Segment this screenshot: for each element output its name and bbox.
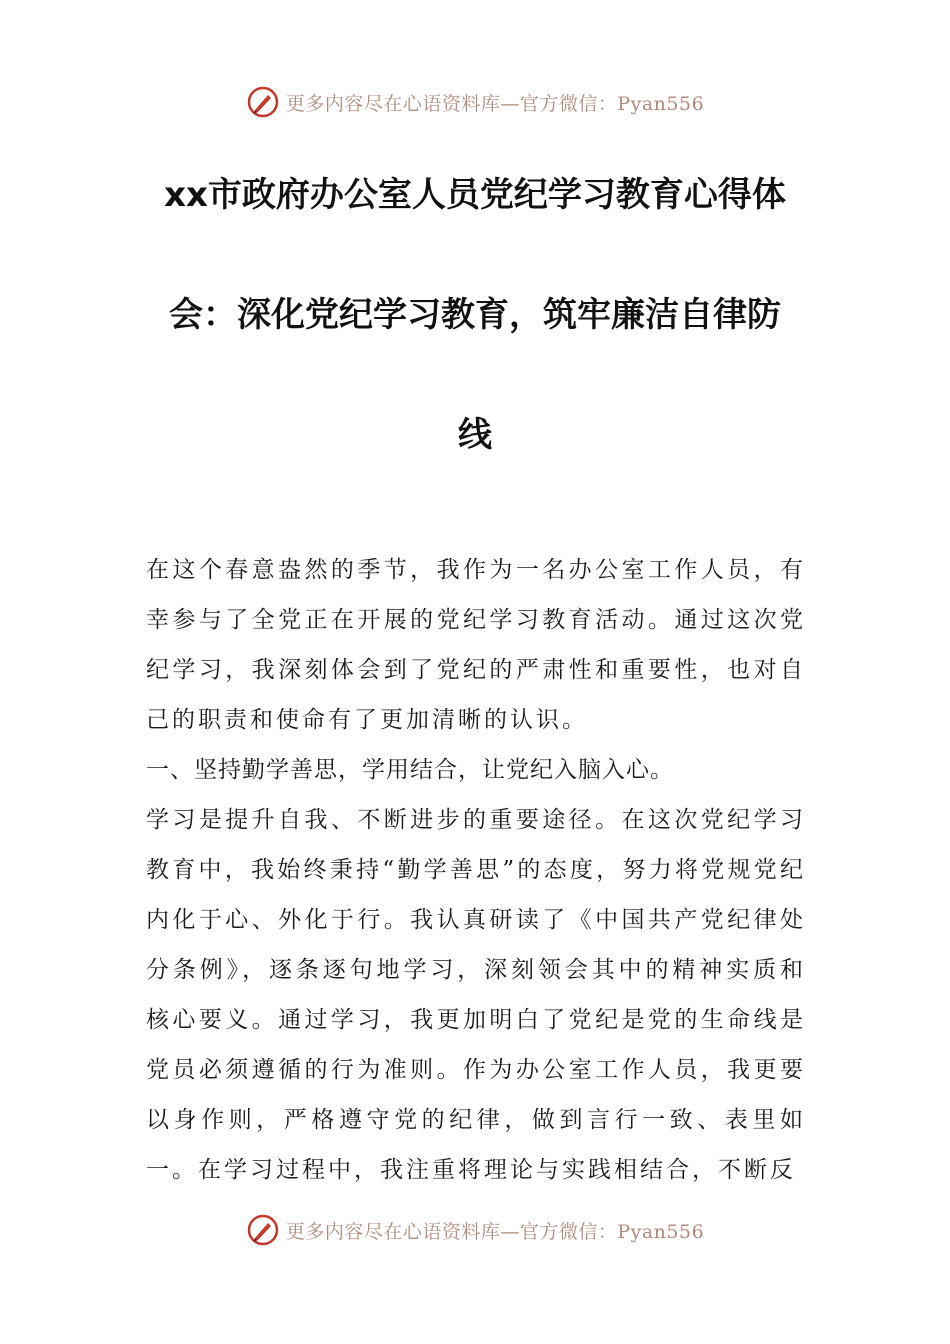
intro-paragraph: 在这个春意盎然的季节，我作为一名办公室工作人员，有幸参与了全党正在开展的党纪学习教育活动。通过这次党纪学习，我深刻体会到了党纪的严肃性和重要性，也对自己的职责和使命有了更加清晰的认识。: [146, 557, 806, 733]
watermark-text: 更多内容尽在心语资料库—官方微信：Pyan556: [285, 92, 705, 115]
pen-circle-logo-icon: [246, 85, 280, 119]
pen-circle-logo-icon: [246, 1213, 280, 1247]
watermark-banner-top: [0, 82, 950, 122]
section-1-paragraph: 学习是提升自我、不断进步的重要途径。在这次党纪学习教育中，我始终秉持“勤学善思”的态度，努力将党规党纪内化于心、外化于行。我认真研读了《中国共产党纪律处分条例》，逐条逐句地学习，深刻领会其中的精神实质和核心要义。通过学习，我更加明白了党纪是党的生命线是党员必须遵循的行为准则。作为办公室工作人员，我更要以身作则，严格遵守党的纪律，做到言行一致、表里如一。在学习过程中，我注重将理论与实践相结合，不断反: [146, 807, 806, 1183]
title-line-2: 会：深化党纪学习教育，筑牢廉洁自律防: [169, 295, 781, 335]
title-line-3: 线: [458, 415, 492, 455]
section-1-heading: 一、坚持勤学善思，学用结合，让党纪入脑入心。: [146, 757, 674, 783]
title-line-1: xx市政府办公室人员党纪学习教育心得体: [164, 175, 786, 215]
watermark-banner-bottom: [0, 1210, 950, 1250]
document-title: [140, 160, 810, 520]
document-body: [146, 545, 806, 1195]
watermark-text: 更多内容尽在心语资料库—官方微信：Pyan556: [285, 1220, 705, 1243]
